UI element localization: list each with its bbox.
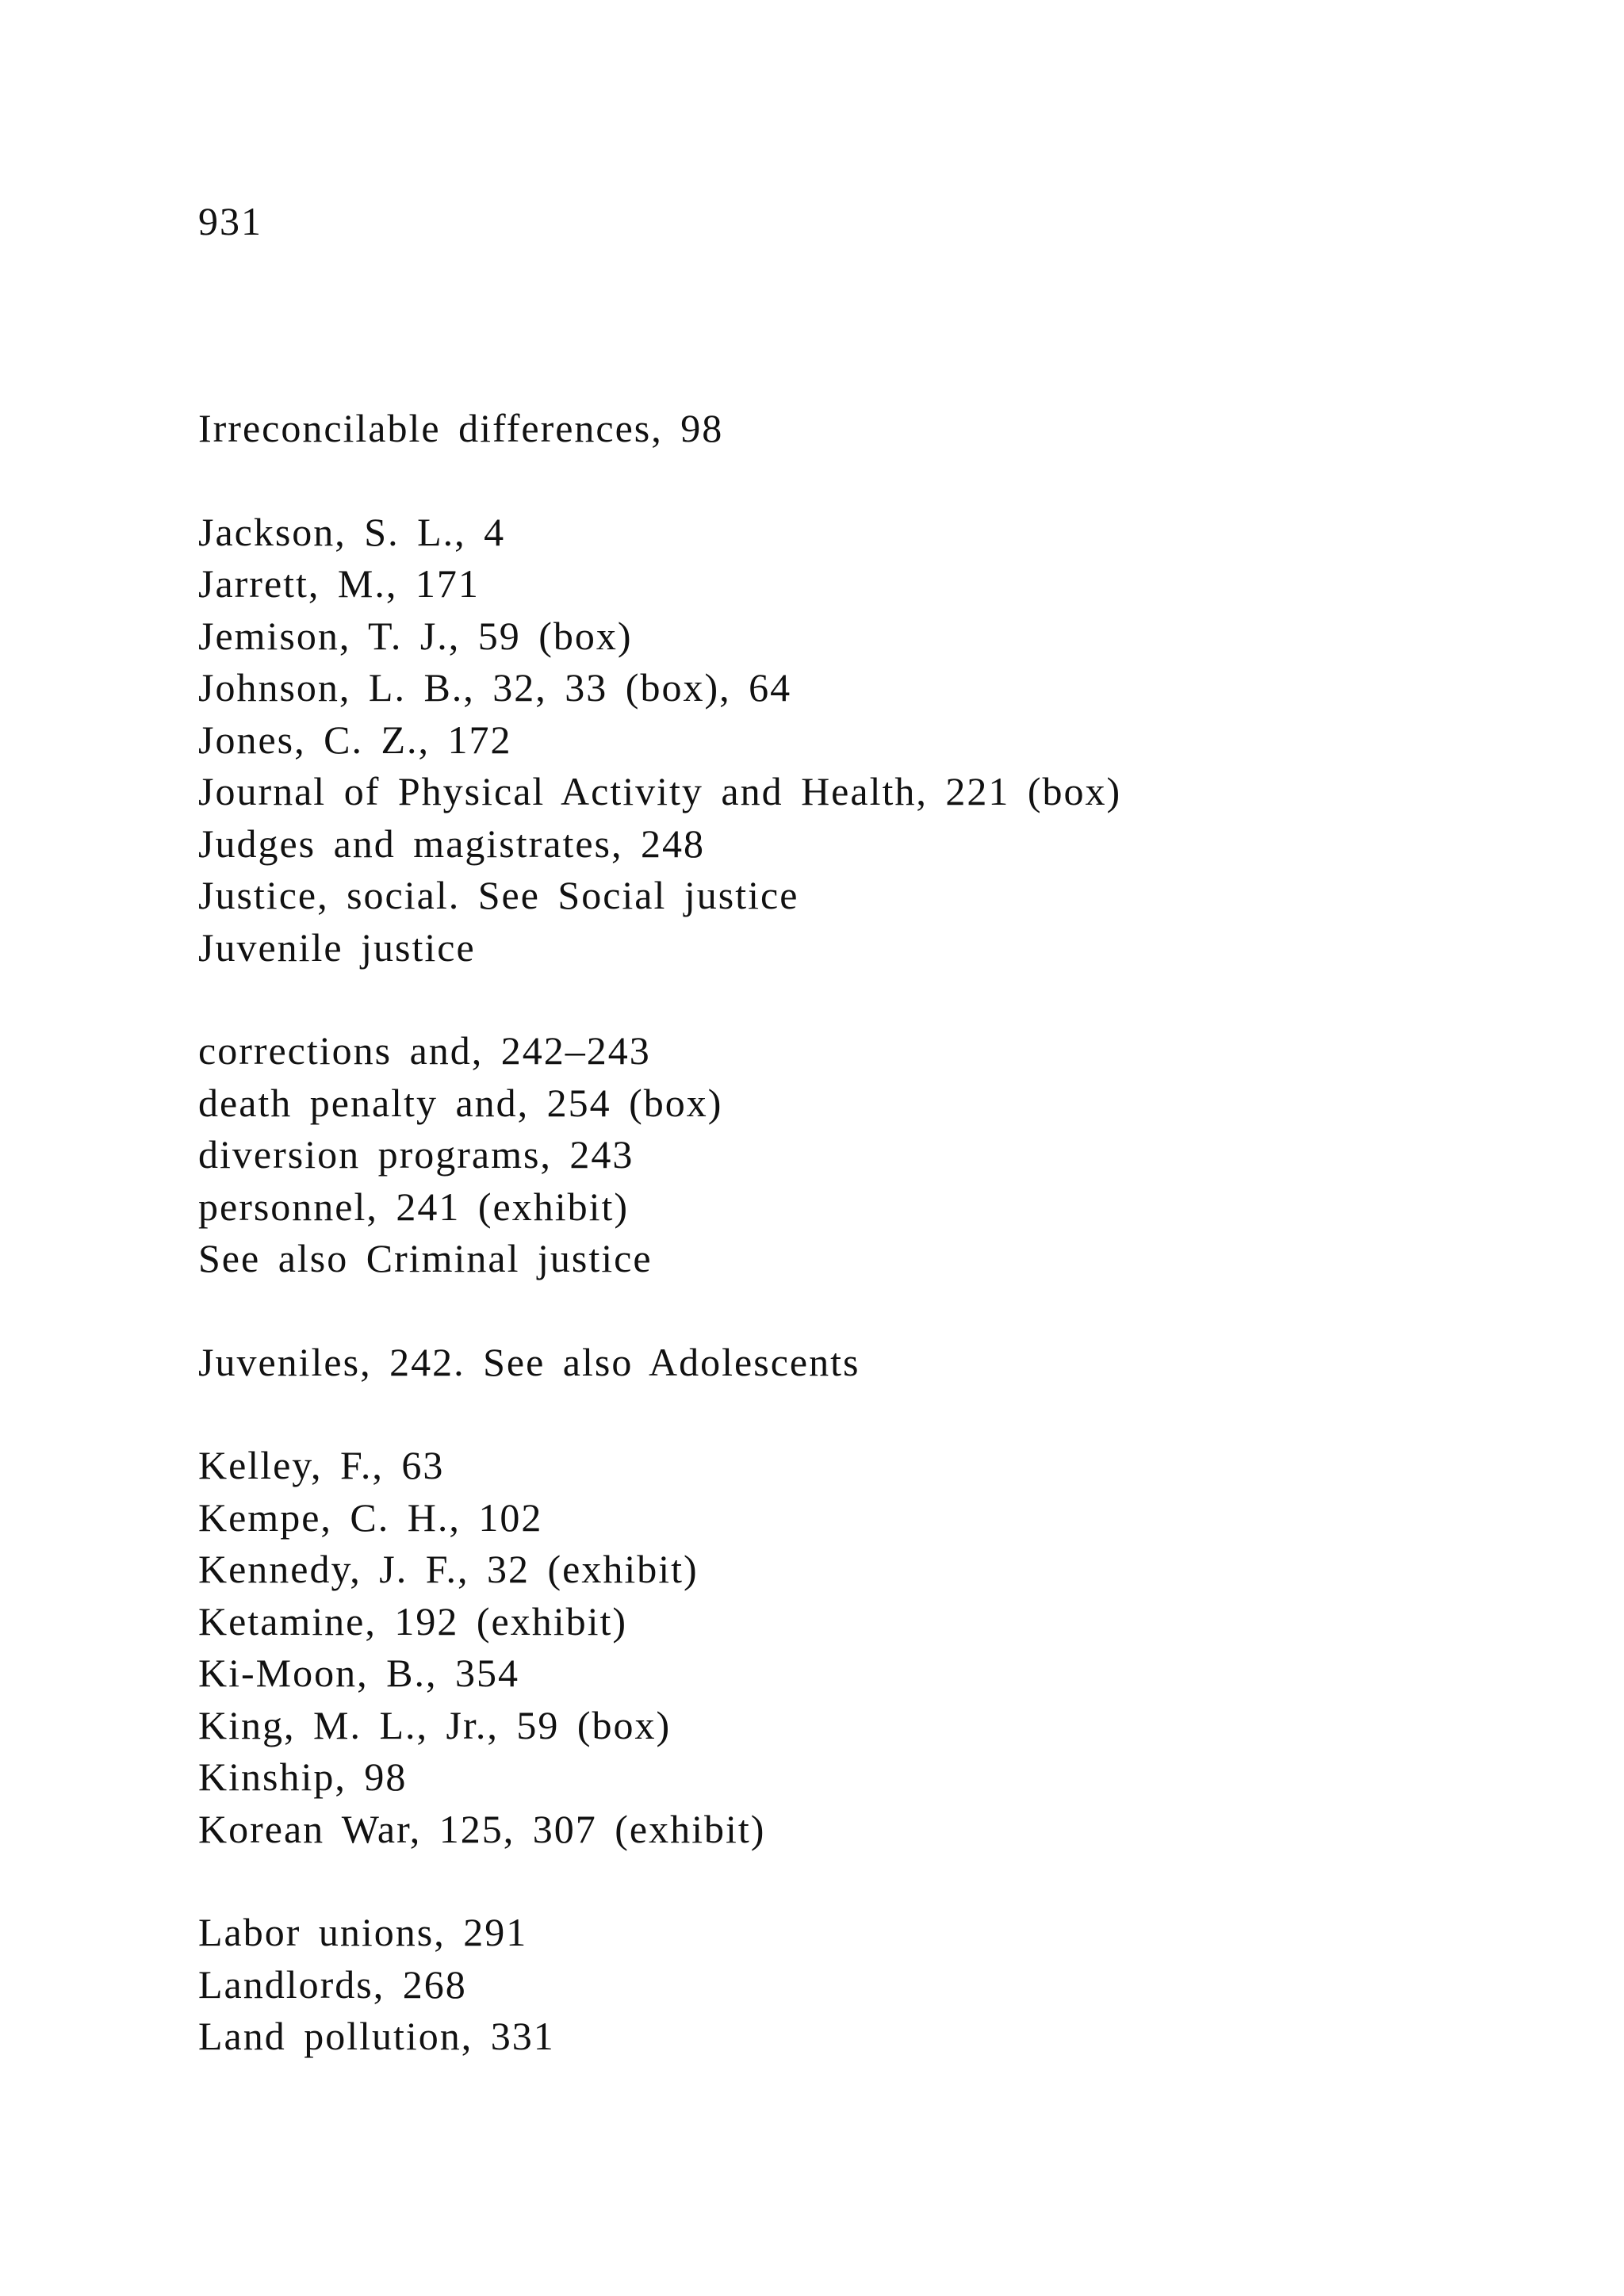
- index-subentry: corrections and, 242–243: [198, 1028, 651, 1073]
- index-group: [198, 1907, 1586, 2063]
- index-entry: King, M. L., Jr., 59 (box): [198, 1702, 672, 1747]
- index-entry: Land pollution, 331: [198, 2014, 555, 2058]
- index-group: [198, 403, 1586, 455]
- index-list: [198, 403, 1586, 2114]
- index-entry: Juveniles, 242. See also Adolescents: [198, 1339, 860, 1384]
- page-number: 931: [198, 199, 262, 243]
- index-subentry-group: [198, 1025, 1586, 1285]
- index-entry: Kennedy, J. F., 32 (exhibit): [198, 1547, 699, 1591]
- index-subentry: diversion programs, 243: [198, 1132, 634, 1177]
- index-entry: Labor unions, 291: [198, 1910, 528, 1954]
- index-subentry: personnel, 241 (exhibit): [198, 1184, 630, 1229]
- index-entry: Kelley, F., 63: [198, 1443, 445, 1487]
- index-entry: Irreconcilable differences, 98: [198, 406, 724, 450]
- index-entry: Jarrett, M., 171: [198, 561, 480, 606]
- index-subentry: See also Criminal justice: [198, 1236, 653, 1280]
- index-entry: Juvenile justice: [198, 924, 476, 970]
- index-entry: Landlords, 268: [198, 1961, 467, 2007]
- index-entry: Jones, C. Z., 172: [198, 717, 512, 762]
- index-subentry: death penalty and, 254 (box): [198, 1080, 723, 1125]
- index-entry: Kinship, 98: [198, 1755, 408, 1799]
- index-entry: Jemison, T. J., 59 (box): [198, 613, 633, 658]
- index-group: [198, 1337, 1586, 1389]
- index-entry: Jackson, S. L., 4: [198, 509, 506, 554]
- index-group: [198, 1440, 1586, 1855]
- index-entry: Judges and magistrates, 248: [198, 821, 706, 866]
- index-entry: Ketamine, 192 (exhibit): [198, 1598, 628, 1644]
- index-entry: Korean War, 125, 307 (exhibit): [198, 1806, 766, 1851]
- index-group: [198, 507, 1586, 974]
- index-entry: Justice, social. See Social justice: [198, 873, 799, 917]
- index-entry: Kempe, C. H., 102: [198, 1494, 543, 1540]
- index-entry: Ki-Moon, B., 354: [198, 1651, 519, 1695]
- index-entry: Johnson, L. B., 32, 33 (box), 64: [198, 665, 792, 710]
- index-entry: Journal of Physical Activity and Health, 221 (box): [198, 769, 1122, 813]
